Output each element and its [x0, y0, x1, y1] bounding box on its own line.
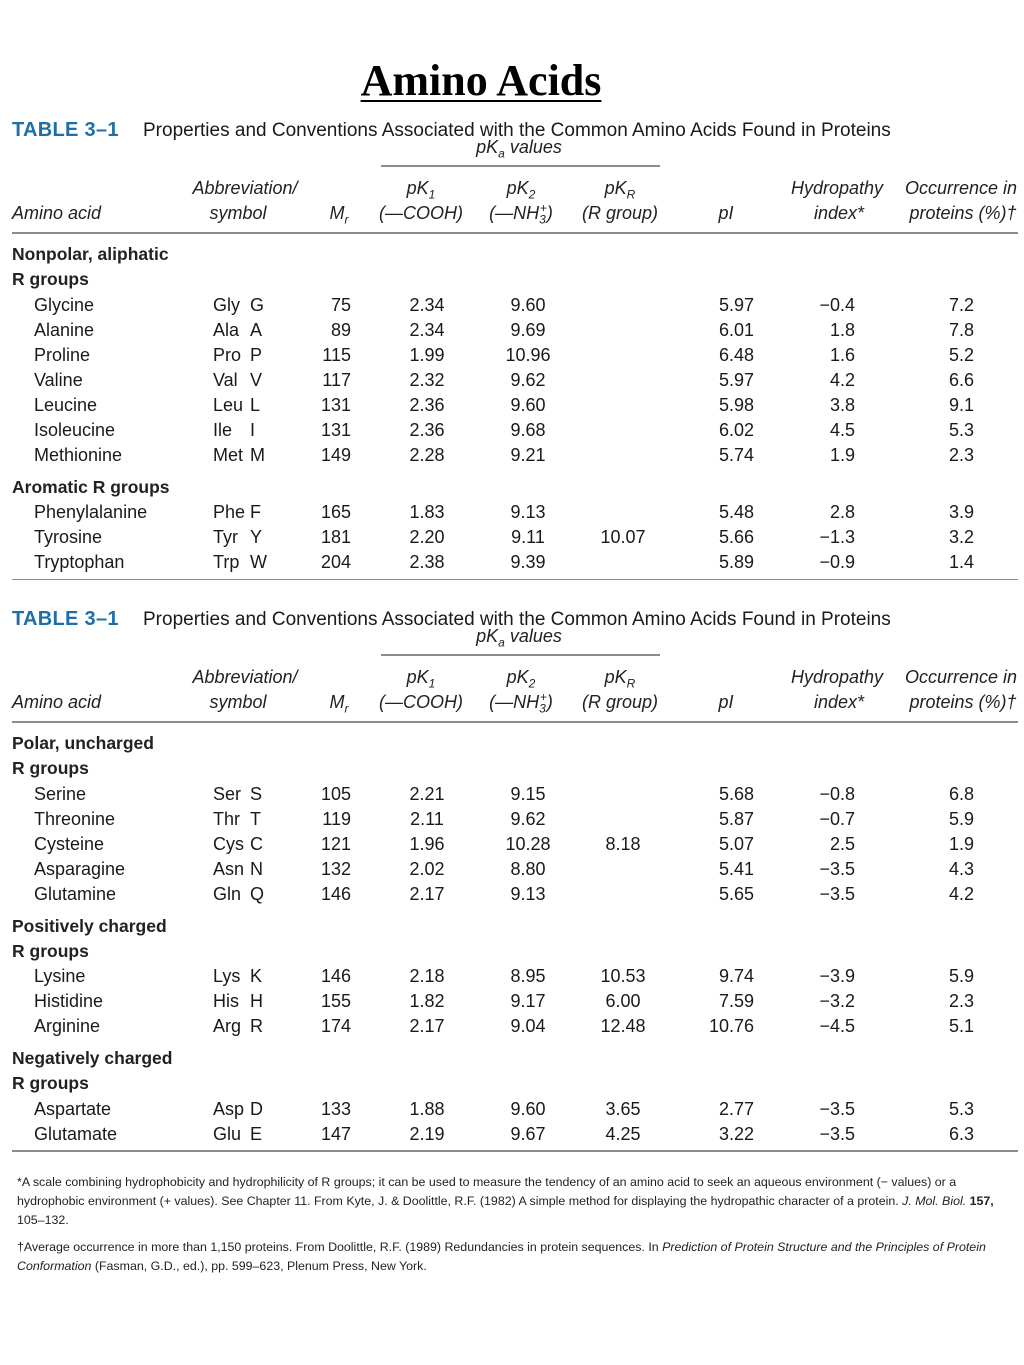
occurrence-value: 5.9 [948, 808, 974, 829]
table2-pka-values-header [476, 625, 562, 650]
symbol: M [250, 445, 265, 466]
abbreviation: His [213, 991, 239, 1012]
table2-group-label: Positively charged [12, 915, 167, 936]
pk2-value: 10.96 [505, 344, 551, 365]
table1-hdr-abbrev-2: symbol [209, 203, 267, 223]
hydropathy-index: −3.2 [819, 991, 855, 1012]
table1-pka-sub: a [498, 146, 505, 161]
pi-value: 5.48 [718, 502, 754, 523]
occurrence-value: 6.6 [948, 369, 974, 390]
table2-bottom-rule [12, 1150, 1018, 1152]
pkr-value: 10.53 [600, 966, 646, 987]
hydropathy-index: −3.5 [819, 1098, 855, 1119]
molecular-weight: 204 [320, 552, 351, 573]
pk2-value: 9.11 [511, 527, 545, 548]
molecular-weight: 147 [320, 1123, 351, 1144]
pk1-value: 1.82 [409, 991, 445, 1012]
pi-value: 5.74 [718, 445, 754, 466]
hydropathy-index: 4.2 [829, 369, 855, 390]
table1-hdr-pkr [604, 177, 636, 202]
amino-acid-name: Asparagine [34, 858, 126, 879]
hydropathy-index: 1.8 [829, 319, 855, 340]
amino-acid-name: Alanine [34, 319, 95, 340]
table2-hdr-pkr-pre: pK [604, 667, 627, 687]
amino-acid-name: Tyrosine [34, 527, 103, 548]
abbreviation: Lys [213, 966, 241, 987]
pk1-value: 2.11 [410, 808, 444, 829]
occurrence-value: 1.4 [948, 552, 974, 573]
table2-pka-post: values [504, 626, 562, 646]
molecular-weight: 117 [322, 369, 351, 390]
amino-acid-name: Valine [34, 369, 83, 390]
page-title: Amino Acids [360, 56, 602, 105]
pk2-value: 9.60 [510, 294, 546, 315]
pi-value: 6.48 [718, 344, 754, 365]
pkr-value: 6.00 [605, 991, 641, 1012]
pi-value: 10.76 [708, 1016, 754, 1037]
amino-acid-name: Arginine [34, 1016, 101, 1037]
pi-value: 5.97 [718, 369, 754, 390]
pkr-value: 3.65 [605, 1098, 641, 1119]
table2-hdr-pk2-2 [489, 690, 553, 716]
molecular-weight: 119 [322, 808, 351, 829]
amino-acid-name: Serine [34, 783, 87, 804]
table1-hdr-hydro-1: Hydropathy [790, 178, 884, 198]
table1-hdr-pk1-2: (—COOH) [379, 203, 463, 223]
amino-acid-name: Lysine [34, 966, 86, 987]
occurrence-value: 4.2 [948, 884, 974, 904]
abbreviation: Ile [213, 420, 233, 441]
abbreviation: Glu [213, 1123, 242, 1144]
table1-pka-values-header [476, 136, 562, 161]
symbol: V [250, 369, 263, 390]
pkr-value: 12.48 [600, 1016, 646, 1037]
pk2-value: 9.04 [510, 1016, 546, 1037]
table2-group-label: R groups [12, 940, 89, 961]
symbol: A [250, 319, 263, 340]
molecular-weight: 146 [320, 884, 351, 904]
amino-acid-name: Glycine [34, 294, 95, 315]
table2-hdr-mr [329, 691, 349, 716]
molecular-weight: 131 [320, 395, 351, 415]
symbol: F [250, 502, 261, 523]
pk2-value: 9.62 [510, 808, 546, 829]
pk2-value: 9.39 [510, 552, 546, 573]
pk2-value: 9.60 [510, 395, 546, 415]
table2-title: Properties and Conventions Associated with the Common Amino Acids Found in Proteins [143, 609, 891, 630]
table2-hdr-pk1-pre: pK [406, 667, 429, 687]
pk1-value: 2.20 [409, 527, 445, 548]
pk2-value: 9.21 [510, 445, 546, 466]
footnote-hydropathy [17, 1173, 1007, 1230]
hydropathy-index: −3.9 [819, 966, 855, 987]
footnote-volume: 157, [969, 1194, 994, 1208]
pi-value: 6.01 [718, 319, 754, 340]
table1-hdr-pk2-pre: pK [506, 178, 529, 198]
amino-acid-name: Cysteine [34, 833, 105, 854]
table2-hdr-pk2-pre: pK [506, 667, 529, 687]
abbreviation: Arg [213, 1016, 242, 1037]
table1-header-rule [12, 232, 1018, 234]
amino-acid-name: Methionine [34, 445, 123, 466]
molecular-weight: 146 [320, 966, 351, 987]
molecular-weight: 115 [322, 344, 351, 365]
occurrence-value: 5.9 [948, 966, 974, 987]
hydropathy-index: −0.9 [819, 552, 855, 573]
occurrence-value: 7.8 [948, 319, 974, 340]
occurrence-value: 4.3 [948, 858, 974, 879]
symbol: T [250, 808, 261, 829]
molecular-weight: 121 [320, 833, 351, 854]
occurrence-value: 3.2 [948, 527, 974, 548]
table1-hdr-abbrev-1: Abbreviation/ [192, 178, 298, 198]
table1-hdr-occ-2: proteins (%)† [909, 203, 1017, 223]
symbol: N [250, 858, 263, 879]
table1-hdr-pk1-sub: 1 [428, 187, 436, 202]
table1-hdr-pk2-sub: 2 [528, 187, 536, 202]
pk1-value: 2.28 [409, 445, 445, 466]
pk1-value: 2.18 [409, 966, 445, 987]
table2-header-rule [12, 721, 1018, 723]
pi-value: 9.74 [718, 966, 754, 987]
table1-hdr-pkr-pre: pK [604, 178, 627, 198]
table1-hdr-pi: pI [718, 203, 734, 223]
table1-hdr-pkr-2: (R group) [581, 203, 659, 223]
footnote-hydropathy-text: *A scale combining hydrophobicity and hydrophilicity of R groups; it can be used to measure the tendency of an amino acid to seek an aqueous environment (− values) or a hydrophobic environment (+ values). See Chapter 11. From Kyte, J. & Doolittle, R.F. (1982) A simple method for displaying the hydropathic character of a protein. [17, 1175, 957, 1208]
pk1-value: 1.99 [409, 344, 445, 365]
hydropathy-index: 1.9 [829, 445, 855, 466]
hydropathy-index: −0.8 [819, 783, 855, 804]
abbreviation: Met [213, 445, 244, 466]
table1-hdr-pk2-l2-sub: 3 [539, 212, 546, 227]
occurrence-value: 5.1 [948, 1016, 974, 1037]
pk2-value: 9.67 [510, 1123, 546, 1144]
table2-hdr-pk1 [406, 666, 436, 691]
pk1-value: 1.88 [409, 1098, 445, 1119]
abbreviation: Thr [213, 808, 240, 829]
table1-hdr-hydro-2: index* [813, 203, 865, 223]
pi-value: 5.65 [718, 884, 754, 904]
symbol: I [250, 420, 256, 441]
pk1-value: 2.38 [409, 552, 445, 573]
table2-group-label: Negatively charged [12, 1048, 173, 1068]
table1-group-label: Nonpolar, aliphatic [12, 244, 169, 264]
table2-group-label: R groups [12, 758, 89, 779]
table2-hdr-pk2-l2-sup: + [539, 690, 547, 704]
table2-hdr-mr-sub: r [344, 701, 349, 716]
table2-pka-pre: pK [476, 626, 499, 646]
hydropathy-index: −0.4 [819, 294, 855, 315]
occurrence-value: 2.3 [948, 991, 974, 1012]
pk2-value: 9.13 [510, 884, 546, 904]
occurrence-value: 6.3 [948, 1123, 974, 1144]
table1-pka-post: values [504, 137, 562, 157]
table2-hdr-mr-pre: M [329, 692, 345, 712]
abbreviation: Leu [213, 395, 244, 415]
footnote-journal: J. Mol. Biol. [902, 1194, 967, 1208]
hydropathy-index: 3.8 [829, 395, 855, 415]
amino-acid-name: Isoleucine [34, 420, 116, 441]
amino-acid-name: Glutamine [34, 884, 117, 904]
molecular-weight: 75 [330, 294, 351, 315]
footnote-publisher: (Fasman, G.D., ed.), pp. 599–623, Plenum Press, New York. [94, 1259, 427, 1273]
table2-hdr-pk2-l2-post: ) [546, 692, 553, 712]
symbol: G [250, 294, 265, 315]
table2-hdr-hydro-1: Hydropathy [790, 667, 884, 687]
table2-hdr-occ-1: Occurrence in [904, 667, 1018, 687]
pkr-value: 10.07 [600, 527, 646, 548]
occurrence-value: 7.2 [948, 294, 974, 315]
molecular-weight: 165 [320, 502, 351, 523]
pk1-value: 1.96 [409, 833, 445, 854]
hydropathy-index: −1.3 [819, 527, 855, 548]
pk2-value: 9.17 [510, 991, 546, 1012]
occurrence-value: 2.3 [948, 445, 974, 466]
pk2-value: 8.95 [510, 966, 546, 987]
occurrence-value: 5.3 [948, 1098, 974, 1119]
molecular-weight: 132 [320, 858, 351, 879]
pi-value: 5.98 [718, 395, 754, 415]
table1-hdr-mr [329, 202, 349, 227]
table1-hdr-pk1 [406, 177, 436, 202]
table1-hdr-pkr-sub: R [626, 187, 636, 202]
table1-hdr-pk2-l2-post: ) [546, 203, 553, 223]
occurrence-value: 6.8 [948, 783, 974, 804]
pk2-value: 9.13 [510, 502, 546, 523]
pkr-value: 8.18 [605, 833, 641, 854]
abbreviation: Gly [213, 294, 240, 315]
symbol: S [250, 783, 263, 804]
molecular-weight: 149 [320, 445, 351, 466]
pi-value: 5.68 [718, 783, 754, 804]
occurrence-value: 5.2 [948, 344, 974, 365]
symbol: R [250, 1016, 263, 1037]
symbol: D [250, 1098, 263, 1119]
table1-title: Properties and Conventions Associated with the Common Amino Acids Found in Proteins [143, 120, 891, 141]
pk1-value: 2.32 [409, 369, 445, 390]
table1-pka-pre: pK [476, 137, 499, 157]
pk1-value: 2.34 [409, 319, 445, 340]
abbreviation: Pro [213, 344, 242, 365]
symbol: P [250, 344, 263, 365]
pk1-value: 2.36 [409, 420, 445, 441]
symbol: Q [250, 884, 265, 904]
occurrence-value: 9.1 [948, 395, 974, 415]
amino-acid-name: Glutamate [34, 1123, 118, 1144]
occurrence-value: 1.9 [948, 833, 974, 854]
table2-hdr-pk2-sub: 2 [528, 676, 536, 691]
hydropathy-index: 2.5 [829, 833, 855, 854]
pk2-value: 9.69 [510, 319, 546, 340]
table2-group-label: R groups [12, 1073, 89, 1094]
footnote-occurrence-text: †Average occurrence in more than 1,150 proteins. From Doolittle, R.F. (1989) Redundancies in protein sequences. In [17, 1240, 659, 1254]
abbreviation: Trp [213, 552, 240, 573]
pk2-value: 9.60 [510, 1098, 546, 1119]
pk1-value: 2.02 [409, 858, 445, 879]
table1-number: TABLE 3–1 [12, 119, 119, 141]
table1-pka-rule [381, 165, 660, 167]
table2-hdr-abbrev-1: Abbreviation/ [192, 667, 298, 687]
amino-acid-name: Tryptophan [34, 552, 125, 573]
pk2-value: 8.80 [510, 858, 546, 879]
table2-hdr-pkr-sub: R [626, 676, 636, 691]
table1-hdr-mr-pre: M [329, 203, 345, 223]
table2-hdr-pk2-l2-pre: (—NH [489, 692, 540, 712]
pi-value: 5.87 [718, 808, 754, 829]
abbreviation: Val [213, 369, 238, 390]
pk1-value: 2.17 [409, 1016, 445, 1037]
symbol: H [250, 991, 263, 1012]
table2-hdr-pk2 [506, 666, 536, 691]
table2-group-label: Polar, uncharged [12, 733, 154, 753]
table2-hdr-pi: pI [718, 692, 734, 712]
occurrence-value: 3.9 [948, 502, 974, 523]
molecular-weight: 105 [320, 783, 351, 804]
abbreviation: Ala [213, 319, 240, 340]
table1-hdr-pk2-l2-sup: + [539, 201, 547, 215]
table1-group-label: R groups [12, 269, 89, 290]
amino-acid-name: Proline [34, 344, 91, 365]
hydropathy-index: 4.5 [829, 420, 855, 441]
footnote-occurrence [17, 1238, 1007, 1276]
pk2-value: 9.68 [510, 420, 546, 441]
table1-hdr-amino-acid: Amino acid [12, 203, 102, 223]
symbol: E [250, 1123, 263, 1144]
pk2-value: 10.28 [505, 833, 551, 854]
table2-pka-rule [381, 654, 660, 656]
pk1-value: 2.36 [409, 395, 445, 415]
table1-hdr-pk2-l2-pre: (—NH [489, 203, 540, 223]
table2-hdr-pk2-l2-sub: 3 [539, 701, 546, 716]
table1-bottom-rule [12, 579, 1018, 581]
molecular-weight: 174 [320, 1016, 351, 1037]
pk1-value: 2.34 [409, 294, 445, 315]
table2-hdr-abbrev-2: symbol [209, 692, 267, 712]
hydropathy-index: −4.5 [819, 1016, 855, 1037]
hydropathy-index: 1.6 [829, 344, 855, 365]
abbreviation: Cys [213, 833, 244, 854]
table2-hdr-pkr-2: (R group) [581, 692, 659, 712]
pk2-value: 9.15 [510, 783, 546, 804]
hydropathy-index: −3.5 [819, 884, 855, 904]
table1-hdr-mr-sub: r [344, 212, 349, 227]
pi-value: 5.07 [718, 833, 754, 854]
abbreviation: Ser [213, 783, 242, 804]
amino-acid-name: Histidine [34, 991, 104, 1012]
pi-value: 3.22 [718, 1123, 754, 1144]
amino-acid-name: Aspartate [34, 1098, 112, 1119]
table2-hdr-hydro-2: index* [813, 692, 865, 712]
table2-hdr-pkr [604, 666, 636, 691]
abbreviation: Tyr [213, 527, 238, 548]
pk1-value: 2.21 [409, 783, 445, 804]
table2-hdr-pk1-sub: 1 [428, 676, 436, 691]
table1-hdr-pk2 [506, 177, 536, 202]
symbol: L [250, 395, 261, 415]
abbreviation: Asn [213, 858, 245, 879]
pi-value: 2.77 [718, 1098, 754, 1119]
molecular-weight: 133 [320, 1098, 351, 1119]
amino-acid-name: Phenylalanine [34, 502, 148, 523]
pi-value: 6.02 [718, 420, 754, 441]
pi-value: 5.97 [718, 294, 754, 315]
molecular-weight: 181 [320, 527, 351, 548]
table1-hdr-pk2-2 [489, 201, 553, 227]
symbol: W [250, 552, 267, 573]
abbreviation: Phe [213, 502, 246, 523]
pk1-value: 2.19 [409, 1123, 445, 1144]
table1-hdr-pk1-pre: pK [406, 178, 429, 198]
hydropathy-index: −3.5 [819, 1123, 855, 1144]
pi-value: 5.41 [718, 858, 754, 879]
hydropathy-index: −0.7 [819, 808, 855, 829]
table2-pka-sub: a [498, 635, 505, 650]
symbol: C [250, 833, 263, 854]
table1-hdr-occ-1: Occurrence in [904, 178, 1018, 198]
occurrence-value: 5.3 [948, 420, 974, 441]
pi-value: 7.59 [718, 991, 754, 1012]
footnote-book: Prediction of Protein Structure and the Principles of Protein Conformation [17, 1240, 986, 1273]
pk1-value: 2.17 [409, 884, 445, 904]
table2-hdr-occ-2: proteins (%)† [909, 692, 1017, 712]
amino-acid-name: Threonine [34, 808, 116, 829]
footnote-pages: 105–132. [17, 1213, 69, 1227]
molecular-weight: 89 [330, 319, 351, 340]
pkr-value: 4.25 [605, 1123, 641, 1144]
table2-hdr-pk1-2: (—COOH) [379, 692, 463, 712]
symbol: K [250, 966, 263, 987]
hydropathy-index: 2.8 [829, 502, 855, 523]
hydropathy-index: −3.5 [819, 858, 855, 879]
symbol: Y [250, 527, 263, 548]
pk2-value: 9.62 [510, 369, 546, 390]
abbreviation: Asp [213, 1098, 245, 1119]
molecular-weight: 155 [320, 991, 351, 1012]
table2-hdr-amino-acid: Amino acid [12, 692, 102, 712]
abbreviation: Gln [213, 884, 242, 904]
pi-value: 5.89 [718, 552, 754, 573]
pk1-value: 1.83 [409, 502, 445, 523]
table2-number: TABLE 3–1 [12, 608, 119, 630]
table1-group-label: Aromatic R groups [12, 476, 170, 497]
pi-value: 5.66 [718, 527, 754, 548]
amino-acid-name: Leucine [34, 395, 98, 415]
molecular-weight: 131 [320, 420, 351, 441]
